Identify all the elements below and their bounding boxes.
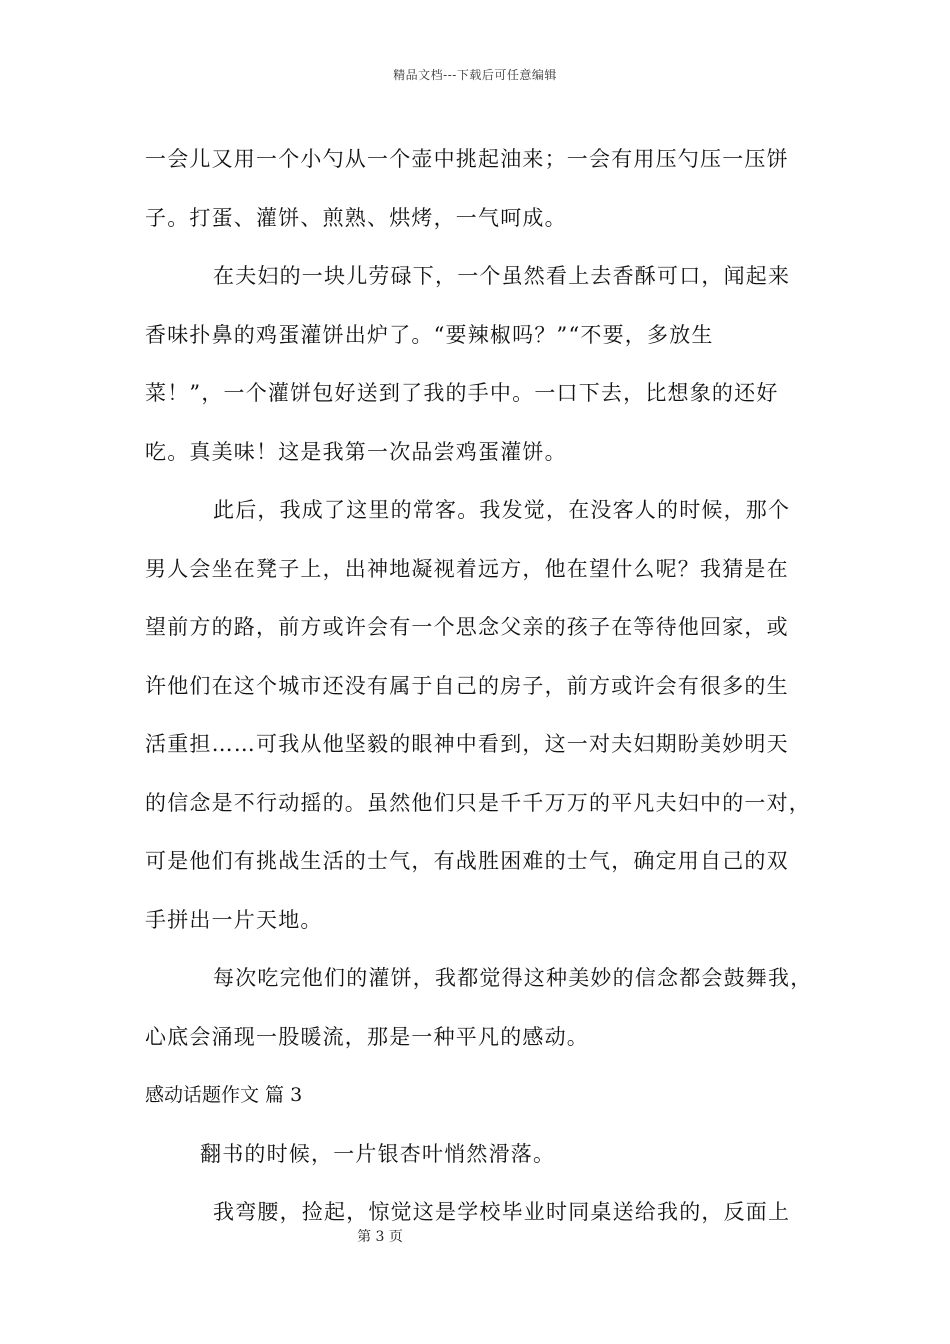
paragraph-line: 我弯腰，捡起，惊觉这是学校毕业时同桌送给我的，反面上 bbox=[213, 1200, 791, 1224]
page-number: 第 3 页 bbox=[357, 1229, 403, 1245]
paragraph-line: 心底会涌现一股暖流，那是一种平凡的感动。 bbox=[145, 1024, 589, 1049]
paragraph-line: 望前方的路，前方或许会有一个思念父亲的孩子在等待他回家，或 bbox=[145, 615, 789, 639]
section-title: 感动话题作文 篇 3 bbox=[145, 1084, 303, 1106]
paragraph-line: 可是他们有挑战生活的士气，有战胜困难的士气，确定用自己的双 bbox=[145, 849, 789, 873]
paragraph-line: 香味扑鼻的鸡蛋灌饼出炉了。“要辣椒吗？”“不要，多放生 bbox=[145, 322, 714, 347]
paragraph-line: 活重担……可我从他坚毅的眼神中看到，这一对夫妇期盼美妙明天 bbox=[145, 732, 789, 756]
document-body bbox=[145, 130, 825, 1242]
page-header: 精品文档---下载后可任意编辑 bbox=[393, 68, 557, 82]
paragraph-line: 手拼出一片天地。 bbox=[145, 907, 323, 932]
paragraph-line: 翻书的时候，一片银杏叶悄然滑落。 bbox=[200, 1141, 556, 1166]
paragraph-line: 男人会坐在凳子上，出神地凝视着远方，他在望什么呢？我猜是在 bbox=[145, 556, 789, 581]
paragraph-line: 吃。真美味！这是我第一次品尝鸡蛋灌饼。 bbox=[145, 439, 567, 464]
paragraph-line: 子。打蛋、灌饼、煎熟、烘烤，一气呵成。 bbox=[145, 205, 567, 230]
paragraph-line: 许他们在这个城市还没有属于自己的房子，前方或许会有很多的生 bbox=[145, 673, 789, 698]
paragraph-line: 菜！”，一个灌饼包好送到了我的手中。一口下去，比想象的还好 bbox=[145, 381, 779, 405]
paragraph-line: 一会儿又用一个小勺从一个壶中挑起油来；一会有用压勺压一压饼 bbox=[145, 147, 789, 171]
paragraph-line: 在夫妇的一块儿劳碌下，一个虽然看上去香酥可口，闻起来 bbox=[213, 264, 791, 288]
paragraph-line: 此后，我成了这里的常客。我发觉，在没客人的时候，那个 bbox=[213, 498, 791, 522]
paragraph-line: 每次吃完他们的灌饼，我都觉得这种美妙的信念都会鼓舞我， bbox=[213, 966, 813, 990]
paragraph-line: 的信念是不行动摇的。虽然他们只是千千万万的平凡夫妇中的一对， bbox=[145, 790, 811, 815]
